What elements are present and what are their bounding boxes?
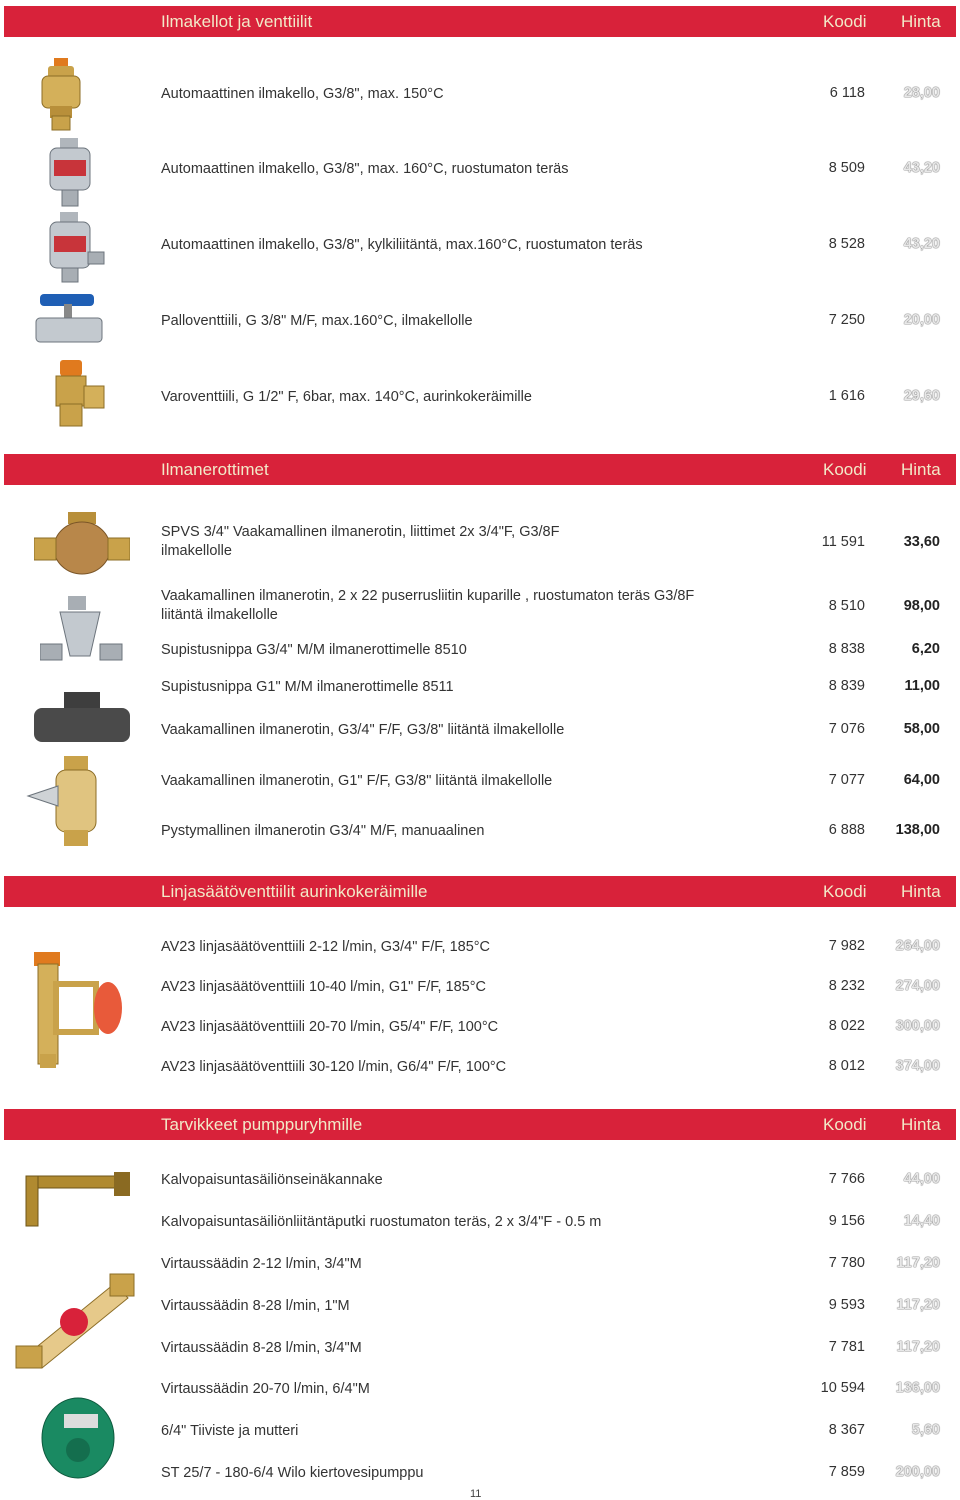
product-price: 374,00 [895,1058,940,1074]
product-code: 7 780 [828,1255,865,1271]
product-price: 300,00 [895,1018,940,1034]
product-description: Kalvopaisuntasäiliönliitäntäputki ruostumaton teräs, 2 x 3/4"F - 0.5 m [161,1214,602,1230]
product-description: Automaattinen ilmakello, G3/8", max. 160°C, ruostumaton teräs [161,161,569,177]
product-price: 28,00 [903,85,940,101]
product-description: ST 25/7 - 180-6/4 Wilo kiertovesipumppu [161,1465,424,1481]
price-column-label: Hinta [901,882,941,901]
product-price: 11,00 [904,678,940,694]
section-header-ilmanerottimet [4,454,956,485]
product-description: Vaakamallinen ilmanerotin, G3/4" F/F, G3/8" liitäntä ilmakellolle [161,722,565,738]
section-title: Ilmanerottimet [161,460,269,479]
code-column-label: Koodi [823,460,867,479]
product-description: Supistusnippa G1" M/M ilmanerottimelle 8511 [161,679,454,695]
air-separator-brass-vertical-image [24,756,114,848]
product-description: 6/4" Tiiviste ja mutteri [161,1423,299,1439]
code-column-label: Koodi [823,882,867,901]
product-price: 14,40 [903,1213,940,1229]
product-code: 1 616 [828,388,865,404]
air-separator-cast-iron-image [34,692,130,750]
page-number: 11 [470,1488,482,1500]
product-code: 11 591 [821,534,865,550]
product-code: 8 012 [828,1058,865,1074]
product-description: AV23 linjasäätöventtiili 30-120 l/min, G6/4" F/F, 100°C [161,1059,507,1075]
product-code: 7 076 [828,721,865,737]
price-column-label: Hinta [901,460,941,479]
section-title: Tarvikkeet pumppuryhmille [161,1115,363,1134]
section-title: Ilmakellot ja venttiilit [161,12,313,31]
product-price: 98,00 [903,598,940,614]
product-price: 200,00 [895,1464,940,1480]
code-column-label: Koodi [823,12,867,31]
product-code: 6 888 [828,822,865,838]
product-code: 9 593 [828,1297,865,1313]
product-code: 10 594 [820,1380,865,1396]
product-code: 7 766 [828,1171,865,1187]
product-description: Virtaussäädin 2-12 l/min, 3/4"M [161,1256,362,1272]
product-code: 8 367 [828,1422,865,1438]
air-vent-side-connection-image [44,212,106,284]
section-header-ilmakellot [4,6,956,37]
product-price: 117,20 [896,1297,940,1313]
product-price: 117,20 [896,1255,940,1271]
section-title: Linjasäätöventtiilit aurinkokeräimille [161,882,428,901]
product-price: 136,00 [895,1380,940,1396]
product-code: 7 781 [828,1339,865,1355]
wall-bracket-image [24,1172,134,1230]
air-vent-steel-image [44,138,100,208]
product-code: 7 077 [828,772,865,788]
product-price: 117,20 [896,1339,940,1355]
product-description: AV23 linjasäätöventtiili 20-70 l/min, G5/4" F/F, 100°C [161,1019,499,1035]
product-price: 43,20 [903,236,940,252]
product-description: Virtaussäädin 20-70 l/min, 6/4"M [161,1381,370,1397]
product-code: 7 859 [828,1464,865,1480]
product-description: SPVS 3/4" Vaakamallinen ilmanerotin, liittimet 2x 3/4"F, G3/8F ilmakellolle [161,524,560,559]
flow-regulator-image [14,1264,138,1374]
product-code: 7 982 [828,938,865,954]
code-column-label: Koodi [823,1115,867,1134]
product-code: 6 118 [829,85,865,101]
product-description: AV23 linjasäätöventtiili 10-40 l/min, G1" F/F, 185°C [161,979,486,995]
product-code: 7 250 [828,312,865,328]
air-separator-brass-image [34,512,130,580]
product-price: 64,00 [903,772,940,788]
product-description: Automaattinen ilmakello, G3/8", kylkiliitäntä, max.160°C, ruostumaton teräs [161,237,643,253]
product-code: 8 839 [828,678,865,694]
product-description: Kalvopaisuntasäiliönseinäkannake [161,1172,383,1188]
price-column-label: Hinta [901,12,941,31]
product-code: 8 232 [828,978,865,994]
product-description: AV23 linjasäätöventtiili 2-12 l/min, G3/4" F/F, 185°C [161,939,491,955]
safety-valve-image [50,360,106,428]
product-price: 58,00 [903,721,940,737]
product-code: 8 022 [828,1018,865,1034]
product-description: Automaattinen ilmakello, G3/8", max. 150°C [161,86,444,102]
section-header-tarvikkeet [4,1109,956,1140]
product-description: Vaakamallinen ilmanerotin, G1" F/F, G3/8" liitäntä ilmakellolle [161,773,553,789]
section-header-linjasaatoventtiilit [4,876,956,907]
product-price: 138,00 [895,822,940,838]
product-price: 43,20 [903,160,940,176]
product-description: Vaakamallinen ilmanerotin, 2 x 22 puserrusliitin kuparille , ruostumaton teräs G3/8F liitäntä ilmakellolle [161,588,695,623]
product-price: 29,60 [903,388,940,404]
product-description: Virtaussäädin 8-28 l/min, 1"M [161,1298,350,1314]
product-description: Virtaussäädin 8-28 l/min, 3/4"M [161,1340,362,1356]
product-price: 20,00 [903,312,940,328]
ball-valve-image [34,292,106,350]
product-code: 8 510 [828,598,865,614]
product-price: 33,60 [903,534,940,550]
product-description: Varoventtiili, G 1/2" F, 6bar, max. 140°C, aurinkokeräimille [161,389,532,405]
product-description: Palloventtiili, G 3/8" M/F, max.160°C, ilmakellolle [161,313,473,329]
product-code: 9 156 [828,1213,865,1229]
product-price: 44,00 [903,1171,940,1187]
product-price: 6,20 [911,641,940,657]
product-description: Pystymallinen ilmanerotin G3/4" M/F, manuaalinen [161,823,485,839]
product-code: 8 838 [828,641,865,657]
product-code: 8 509 [828,160,865,176]
product-description: Supistusnippa G3/4" M/M ilmanerottimelle 8510 [161,642,467,658]
product-price: 264,00 [895,938,940,954]
price-column-label: Hinta [901,1115,941,1134]
product-price: 274,00 [895,978,940,994]
air-separator-steel-image [40,596,124,672]
balancing-valve-image [30,944,126,1074]
product-code: 8 528 [828,236,865,252]
air-vent-brass-image [36,58,96,132]
product-price: 5,60 [911,1422,940,1438]
circulation-pump-image [36,1392,120,1482]
